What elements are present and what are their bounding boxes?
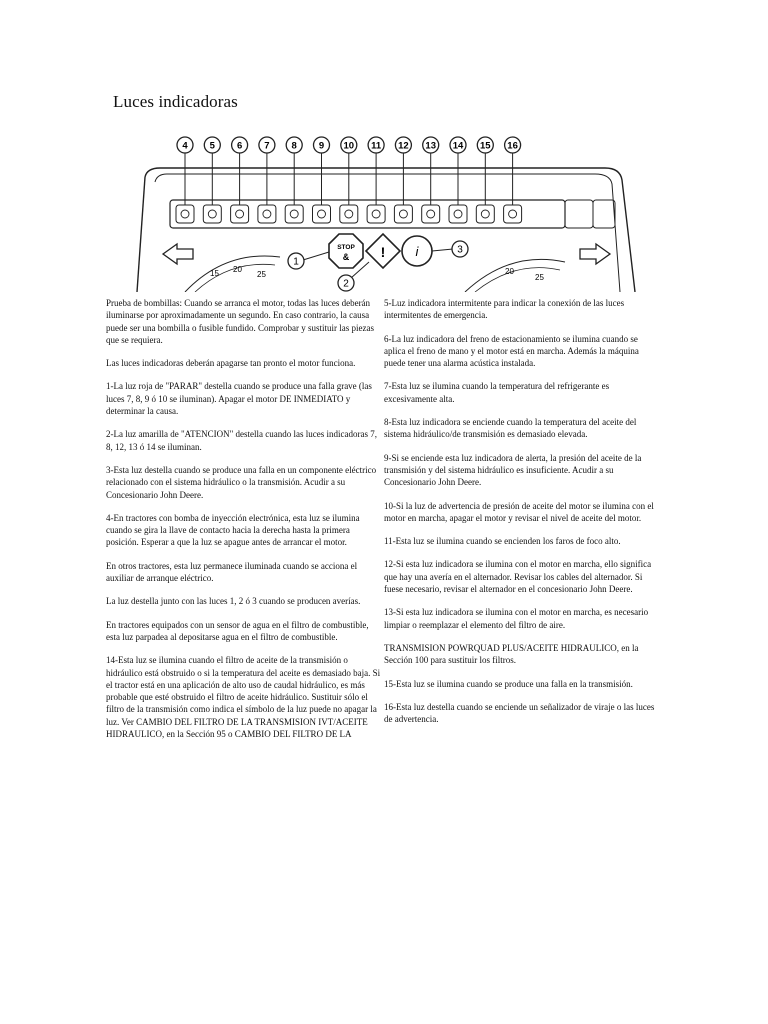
gauge-left-tick: 15 [210,269,219,278]
callout-3: 3 [457,244,463,256]
trans-pressure-icon [313,205,331,223]
paragraph: 3-Esta luz destella cuando se produce una falla en un componente eléctrico relacionado con el sistema hidráulico o la transmisión. Acudir a su Concesionario John Deere. [106,464,377,500]
lamp-symbol [427,210,435,218]
paragraph: 12-Si esta luz indicadora se ilumina con el motor en marcha, ello significa que hay una avería en el alternador. Revisar los cables del alternador. Si fuese necesario, revisar el alternador en el concesionario John Deere. [384,559,652,595]
lamp-symbol [318,210,326,218]
callout-number: 16 [507,140,518,152]
battery-icon [394,205,412,223]
lamp-symbol [236,210,244,218]
info-icon: i [415,244,419,259]
paragraph: 7-Esta luz se ilumina cuando la temperatura del refrigerante es excesivamente alta. [384,381,610,404]
indicator-panel-diagram [115,132,650,292]
paragraph: En tractores equipados con un sensor de agua en el filtro de combustible, esta luz parpadea al depositarse agua en el filtro de combustible. [106,619,369,642]
gauge-right-tick: 20 [505,267,514,276]
callout-number: 10 [343,140,355,152]
paragraph: 9-Si se enciende esta luz indicadora de alerta, la presión del aceite de la transmisión y del sistema hidráulico es insuficiente. Acudir a su Concesionario John Deere. [384,452,642,488]
paragraph: 14-Esta luz se ilumina cuando el filtro de aceite de la transmisión o hidráulico está obstruido o si la temperatura del aceite es demasiado baja. Si el tractor está en una aplicación de alto uso de caudal hidráulico, es más probable que esté obstruido el filtro de aceite hidráulico. Sustituir sólo el filtro de la transmisión como indica el símbolo de la luz puede no apagar la luz. Ver CAMBIO DEL FILTRO DE LA TRANSMISION IVT/ACEITE HIDRAULICO, en la Sección 95 o CAMBIO DEL FILTRO DE LA [106,655,381,740]
paragraph: Prueba de bombillas: Cuando se arranca el motor, todas las luces deberán iluminarse por aproximadamente un segundo. En caso contrario, la causa puede ser una bombilla o fusible fundido. Comprobar y sustituir las piezas que se requiera. [106,298,374,345]
lamp-symbol [481,210,489,218]
beam-icon [367,205,385,223]
air-filter-icon [422,205,440,223]
callout-number: 4 [182,140,188,152]
bulb-icon [476,205,494,223]
lamp-symbol [454,210,462,218]
callout-number: 11 [371,140,382,152]
paragraph: En otros tractores, esta luz permanece iluminada cuando se acciona el auxiliar de arranque eléctrico. [106,560,358,584]
paragraph: 5-Luz indicadora intermitente para indicar la conexión de las luces intermitentes de emergencia. [384,298,625,321]
attention-icon: ! [380,244,386,260]
callout-number: 14 [452,140,464,152]
paragraph: La luz destella junto con las luces 1, 2 ó 3 cuando se producen averías. [106,596,361,607]
paragraph: Las luces indicadoras deberán apagarse tan pronto el motor funciona. [106,358,356,369]
paragraph: 16-Esta luz destella cuando se enciende un señalizador de viraje o las luces de advertencia. [384,701,655,725]
callout-number: 12 [398,140,409,152]
callout-number: 13 [425,140,436,152]
hydraulic-oil-icon [285,205,303,223]
glow-plug-icon [176,205,194,223]
lamp-row [176,205,522,223]
callout-number: 15 [480,140,491,152]
park-brake-icon [231,205,249,223]
alternator-icon [449,205,467,223]
callout-number: 9 [318,140,325,152]
right-column [384,297,660,736]
lamp-symbol [263,210,271,218]
paragraph: 2-La luz amarilla de "ATENCION" destella cuando las luces indicadoras 7, 8, 12, 13 ó 14 se iluminan. [106,429,378,452]
paragraph: 8-Esta luz indicadora se enciende cuando la temperatura del aceite del sistema hidráulico/de transmisión es demasiado elevada. [384,417,637,440]
lamp-symbol [372,210,380,218]
lamp-symbol [509,210,517,218]
gauge-left-tick: 25 [257,270,266,279]
paragraph: 1-La luz roja de "PARAR" destella cuando se produce una falla grave (las luces 7, 8, 9 ó 10 se iluminan). Apagar el motor DE INMEDIATO y determinar la causa. [106,381,372,417]
paragraph: 6-La luz indicadora del freno de estacionamiento se ilumina cuando se aplica el freno de mano y el motor está en marcha. Además la máquina puede tener una alarma acústica instalada. [384,333,639,369]
gauge-left-tick: 20 [233,265,242,274]
paragraph: 10-Si la luz de advertencia de presión de aceite del motor se ilumina con el motor en marcha, apagar el motor y revisar el nivel de aceite del motor. [384,500,654,523]
page-title: Luces indicadoras [113,92,238,111]
callouts-top [177,137,521,205]
callout-number: 6 [236,140,243,152]
lamp-symbol [290,210,298,218]
paragraph: 4-En tractores con bomba de inyección electrónica, esta luz se ilumina cuando se gira la llave de contacto hacia la derecha hasta la primera posición. Esperar a que la luz se apague antes de arrancar el motor. [106,512,360,548]
stop-label: STOP [337,244,355,251]
stop-symbol: & [342,252,350,262]
left-column [106,297,382,751]
callout-number: 7 [264,140,270,152]
paragraph: 11-Esta luz se ilumina cuando se encienden los faros de foco alto. [384,536,621,547]
paragraph: 13-Si esta luz indicadora se ilumina con el motor en marcha, es necesario limpiar o reemplazar el elemento del filtro de aire. [384,607,649,630]
callout-2: 2 [343,278,349,290]
oil-pressure-icon [340,205,358,223]
lamp-symbol [399,210,407,218]
paragraph: 15-Esta luz se ilumina cuando se produce una falla en la transmisión. [384,678,633,689]
callout-number: 8 [291,140,297,152]
paragraph: TRANSMISION POWRQUAD PLUS/ACEITE HIDRAULICO, en la Sección 100 para sustituir los filtros. [384,642,639,666]
hazard-icon [203,205,221,223]
callout-1: 1 [293,256,299,268]
lamp-symbol [181,210,189,218]
gauge-right-tick: 25 [535,273,544,282]
lamp-symbol [208,210,216,218]
turn-signal-icon [504,205,522,223]
coolant-icon [258,205,276,223]
callout-number: 5 [209,140,215,152]
lamp-symbol [345,210,353,218]
